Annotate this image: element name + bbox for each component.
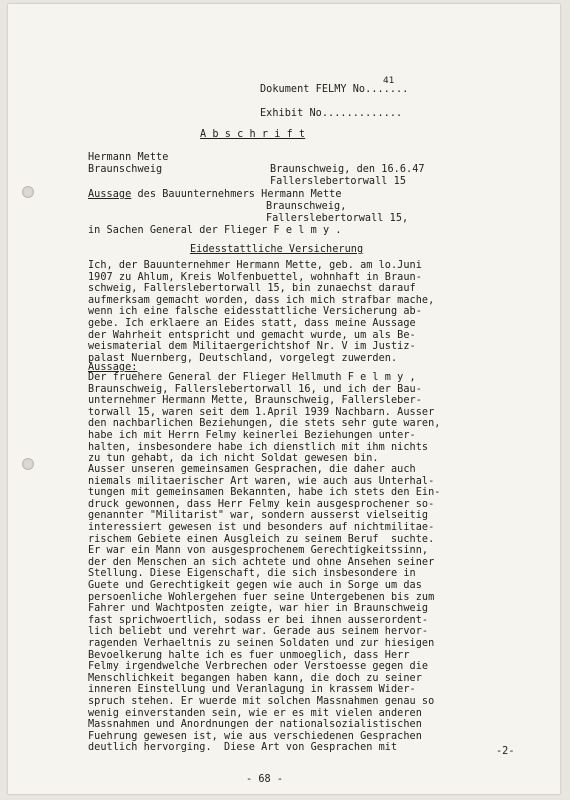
text-line: Fahrer und Wachtposten zeigte, war hier in Braunschweig — [88, 603, 429, 615]
text-line: Braunschweig, Fallerslebertorwall 16, und ich der Bau- — [88, 383, 422, 395]
punch-hole-bottom — [22, 458, 34, 470]
text-line: wenig einverstanden sein, wie er es mit vielen anderen — [88, 707, 422, 719]
aussage-label: Aussage: — [88, 362, 138, 373]
date-line: Braunschweig, den 16.6.47 — [270, 164, 425, 175]
text-line: zu tun gehabt, da ich nicht Soldat gewesen bin. — [88, 453, 379, 465]
text-line: der den Menschen an sich achtete und ohne Ansehen seiner — [88, 556, 435, 568]
text-line: Massnahmen und Anordnungen der nationalsozialistischen — [88, 719, 422, 731]
address-line: Fallerslebertorwall 15 — [270, 176, 407, 187]
exhibit-line: Exhibit No............. — [260, 108, 403, 119]
text-line: lich beliebt und verehrt war. Gerade aus seinem hervor- — [88, 626, 429, 638]
section-heading: Eidesstattliche Versicherung — [190, 244, 364, 255]
text-line: Menschlichkeit begangen haben kann, die doch zu seiner — [88, 672, 422, 684]
text-line: Stellung. Diese Eigenschaft, die sich insbesondere in — [88, 568, 416, 580]
text-line: halten, insbesondere habe ich dienstlich mit ihm nichts — [88, 441, 429, 453]
text-line: Felmy irgendwelche Verbrechen oder Verstoesse gegen die — [88, 661, 429, 673]
subject-line-3: Fallerslebertorwall 15, — [266, 213, 409, 224]
text-line: weismaterial dem Militaergerichtshof Nr. V im Justiz- — [88, 341, 416, 353]
text-line: schweig, Fallerslebertorwall 15, bin zunaechst darauf — [88, 283, 416, 295]
text-line: tungen mit gemeinsamen Bekannten, habe ich stets den Ein- — [88, 487, 441, 499]
text-line: der Wahrheit entspricht und gemacht wurde, um als Be- — [88, 329, 416, 341]
text-line: rischem Gebiete einen Ausgleich zu seinem Beruf suchte. — [88, 533, 435, 545]
next-page-marker: -2- — [496, 746, 515, 757]
text-line: inneren Einstellung und Veranlagung in krassem Wider- — [88, 684, 416, 696]
text-line: deutlich hervorging. Diese Art von Gesprachen mit — [88, 742, 398, 754]
text-line: Bevoelkerung halte ich es fuer unmoeglich, dass Herr — [88, 649, 410, 661]
text-line: spruch stehen. Er wuerde mit solchen Massnahmen genau so — [88, 696, 435, 707]
text-line: niemals militaerischer Art waren, wie auch aus Unterhal- — [88, 475, 435, 487]
text-line: habe ich mit Herrn Felmy keinerlei Beziehungen unter- — [88, 430, 416, 441]
text-line: Ich, der Bauunternehmer Hermann Mette, geb. am lo.Juni — [88, 260, 422, 271]
text-line: unternehmer Hermann Mette, Braunschweig, Fallersleber- — [88, 395, 422, 407]
text-line: persoenliche Wohlergehen fuer seine Untergebenen bis zum — [88, 591, 435, 603]
dokument-label: Dokument FELMY No. — [260, 84, 372, 95]
punch-hole-top — [22, 186, 34, 198]
text-line: Er war ein Mann von ausgesprochenem Gerechtigkeitssinn, — [88, 545, 429, 557]
dokument-number: 41 — [383, 76, 395, 86]
text-line: fast sprichwoertlich, sodass er bei ihnen ausserordent- — [88, 614, 429, 626]
text-line: den nachbarlichen Beziehungen, die stets sehr gute waren, — [88, 418, 441, 430]
subject-rest: des Bauunternehmers Hermann Mette — [131, 189, 342, 200]
text-line: Der fruehere General der Flieger Hellmuth F e l m y , — [88, 372, 416, 383]
page-number: - 68 - — [246, 774, 284, 785]
subject-line-1 — [88, 189, 342, 201]
text-line: Ausser unseren gemeinsamen Gesprachen, die daher auch — [88, 464, 416, 475]
text-line: interessiert gewesen ist und besonders auf nichtmilitae- — [88, 522, 435, 533]
text-line: druck gewonnen, dass Herr Felmy kein ausgesprochener so- — [88, 498, 435, 510]
text-line: torwall 15, waren seit dem 1.April 1939 Nachbarn. Ausser — [88, 406, 435, 418]
sender-city: Braunschweig — [88, 164, 163, 175]
text-line: Fuehrung gewesen ist, wie aus verschiedenen Gesprachen — [88, 730, 422, 742]
subject-line-2: Braunschweig, — [266, 201, 347, 212]
text-line: palast Nuernberg, Deutschland, vorgelegt zuwerden. — [88, 352, 398, 364]
dokument-dots: ...... — [371, 84, 409, 95]
sender-name: Hermann Mette — [88, 152, 169, 163]
document-page — [8, 4, 560, 794]
text-line: ragenden Verhaeltnis zu seinen Soldaten und zur hiesigen — [88, 638, 435, 649]
text-line: gebe. Ich erklaere an Eides statt, dass meine Aussage — [88, 318, 416, 329]
subject-aussage: Aussage — [88, 189, 132, 200]
text-line: wenn ich eine falsche eidesstattliche Versicherung ab- — [88, 306, 422, 318]
document-title: A b s c h r i f t — [200, 129, 306, 140]
text-line: Guete und Gerechtigkeit gegen wie auch in Sorge um das — [88, 580, 422, 591]
text-line: aufmerksam gemacht worden, dass ich mich strafbar mache, — [88, 294, 435, 306]
text-line: 1907 zu Ahlum, Kreis Wolfenbuettel, wohnhaft in Braun- — [88, 271, 422, 283]
text-line: genannter "Militarist" war, sondern ausserst vielseitig — [88, 510, 429, 522]
subject-line-4: in Sachen General der Flieger F e l m y . — [88, 225, 342, 236]
